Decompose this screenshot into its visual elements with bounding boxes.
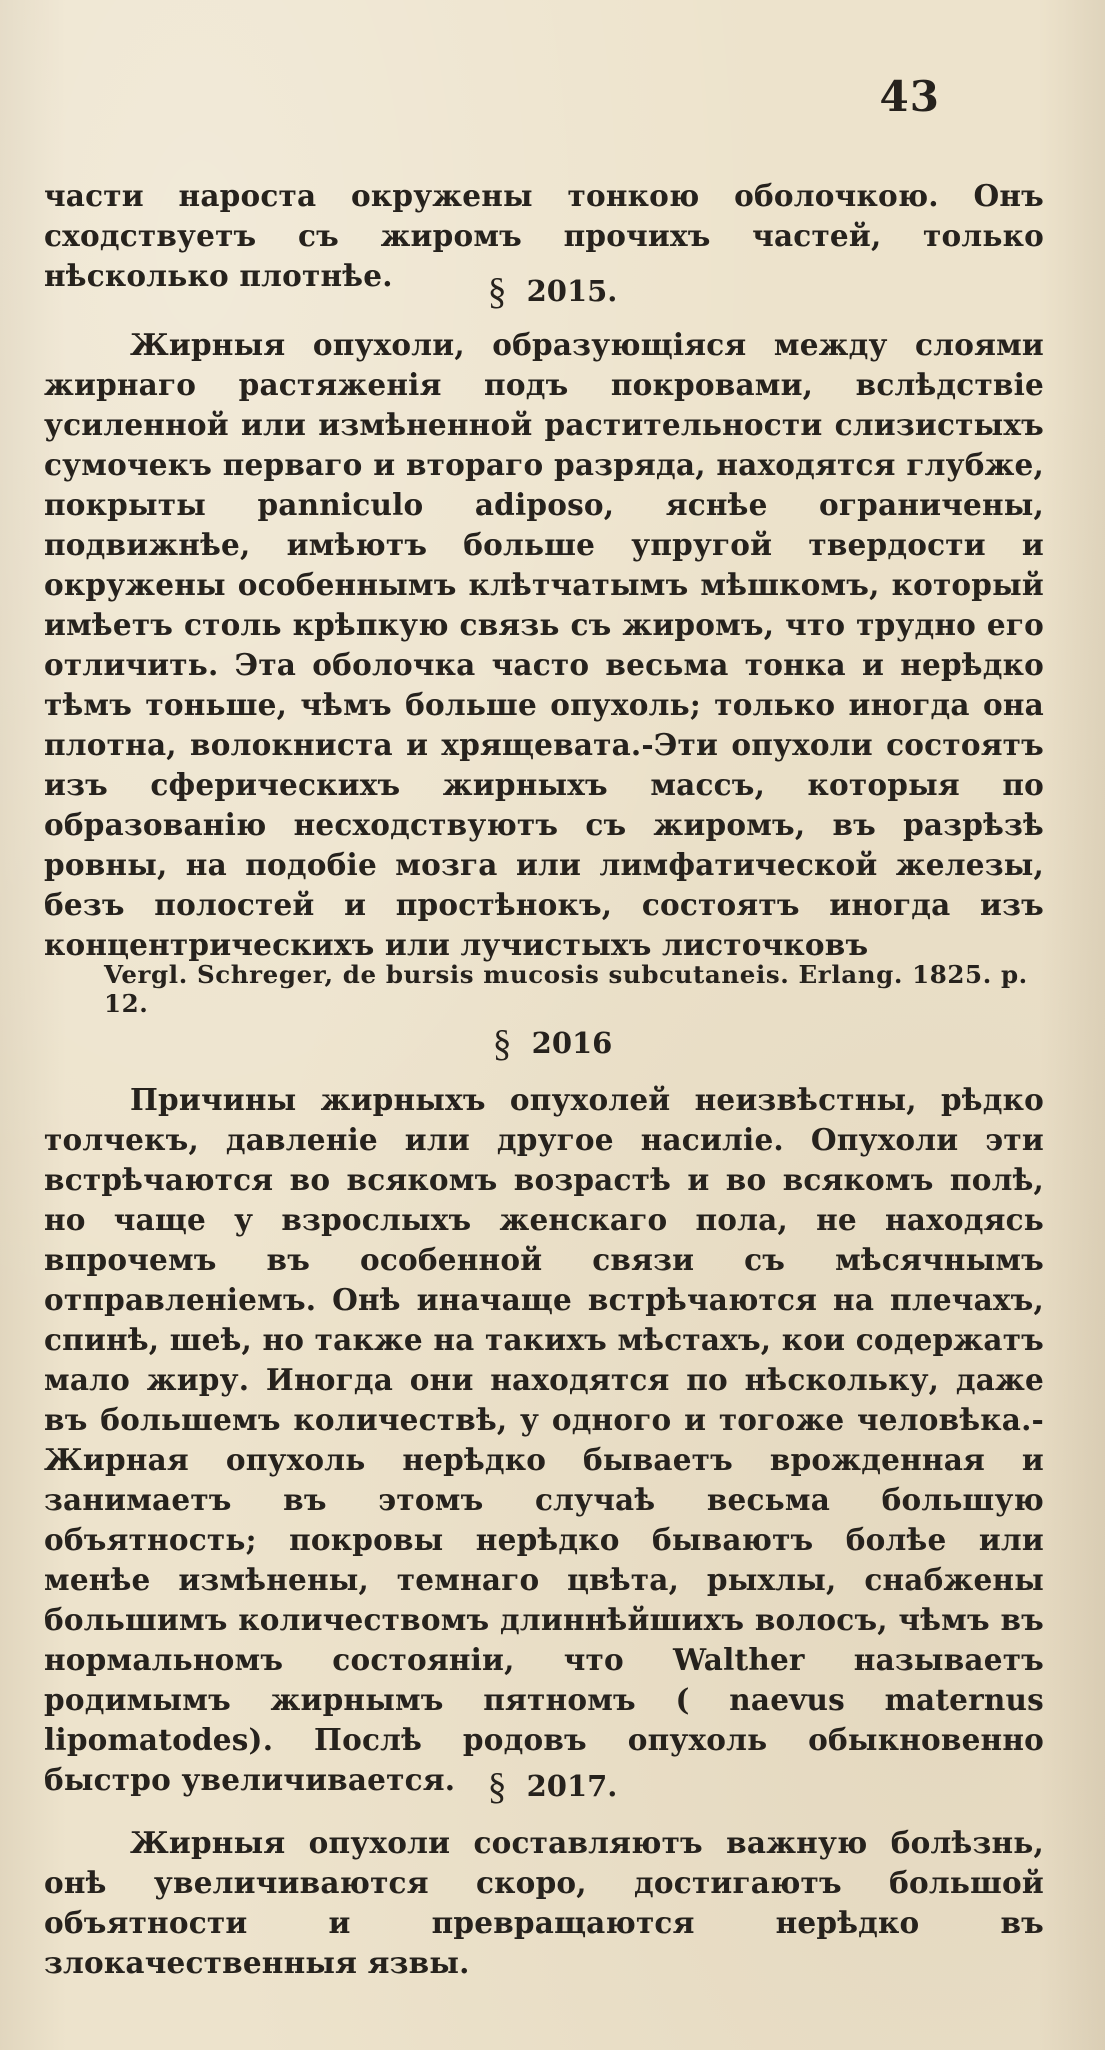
section-heading-2017 — [0, 1765, 1105, 1809]
page-number: 43 — [879, 72, 940, 121]
section-paragraph: Причины жирныхъ опухолей неизвѣстны, рѣдко толчекъ, давленіе или другое насиліе. Опухоли эти встрѣчаются во всякомъ возрастѣ и во всякомъ полѣ, но чаще у взрослыхъ женскаго пола, не находясь впрочемъ въ особенной связи съ мѣсячнымъ отправленіемъ. Онѣ иначаще встрѣчаются на плечахъ, спинѣ, шеѣ, но также на такихъ мѣстахъ, кои содержатъ мало жиру. Иногда они находятся по нѣскольку, даже въ большемъ количествѣ, у одного и тогоже человѣка.-Жирная опухоль нерѣдко бываетъ врожденная и занимаетъ въ этомъ случаѣ весьма большую объятность; покровы нерѣдко бываютъ болѣе или менѣе измѣнены, темнаго цвѣта, рыхлы, снабжены большимъ количествомъ длиннѣйшихъ волосъ, чѣмъ въ нормальномъ состояніи, что Walther называетъ родимымъ жирнымъ пятномъ ( naevus maternus lipomatodes). Послѣ родовъ опухоль обыкновенно быстро увеличивается. — [44, 1082, 1044, 1797]
section-heading-2015 — [0, 270, 1105, 314]
section-heading-2016 — [0, 1022, 1105, 1066]
section-paragraph: Жирныя опухоли составляютъ важную болѣзнь, онѣ увеличиваются скоро, достигаютъ большой объятности и превращаются нерѣдко въ злокачественныя язвы. — [44, 1825, 1044, 1980]
section-symbol: § — [492, 1023, 512, 1065]
section-symbol: § — [487, 1766, 507, 1808]
section-2017-body — [44, 1823, 1044, 1983]
section-number: 2015. — [526, 274, 618, 308]
section-number: 2016 — [531, 1026, 613, 1060]
section-paragraph: Жирныя опухоли, образующіяся между слоями жирнаго растяженія подъ покровами, вслѣдствіе усиленной или измѣненной растительности слизистыхъ сумочекъ перваго и втораго разряда, находятся глубже, покрыты panniculo adiposo, яснѣе ограничены, подвижнѣе, имѣютъ больше упругой твердости и окружены особеннымъ клѣтчатымъ мѣшкомъ, который имѣетъ столь крѣпкую связь съ жиромъ, что трудно его отличить. Эта оболочка часто весьма тонка и нерѣдко тѣмъ тоньше, чѣмъ больше опухоль; только иногда она плотна, волокниста и хрящевата.-Эти опухоли состоятъ изъ сферическихъ жирныхъ массъ, которыя по образованію несходствуютъ съ жиромъ, въ разрѣзѣ ровны, на подобіе мозга или лимфатической железы, безъ полостей и простѣнокъ, состоятъ иногда изъ концентрическихъ или лучистыхъ листочковъ — [44, 327, 1044, 962]
section-2015-body — [44, 325, 1044, 965]
section-2016-body — [44, 1080, 1044, 1800]
literature-reference-note: Vergl. Schreger, de bursis mucosis subcutaneis. Erlang. 1825. p. 12. — [104, 960, 1028, 1018]
intro-paragraph: части нароста окружены тонкою оболочкою. Онъ сходствуетъ съ жиромъ прочихъ частей, только нѣсколько плотнѣе. — [44, 178, 1044, 293]
section-symbol: § — [487, 271, 507, 313]
section-number: 2017. — [526, 1769, 618, 1803]
